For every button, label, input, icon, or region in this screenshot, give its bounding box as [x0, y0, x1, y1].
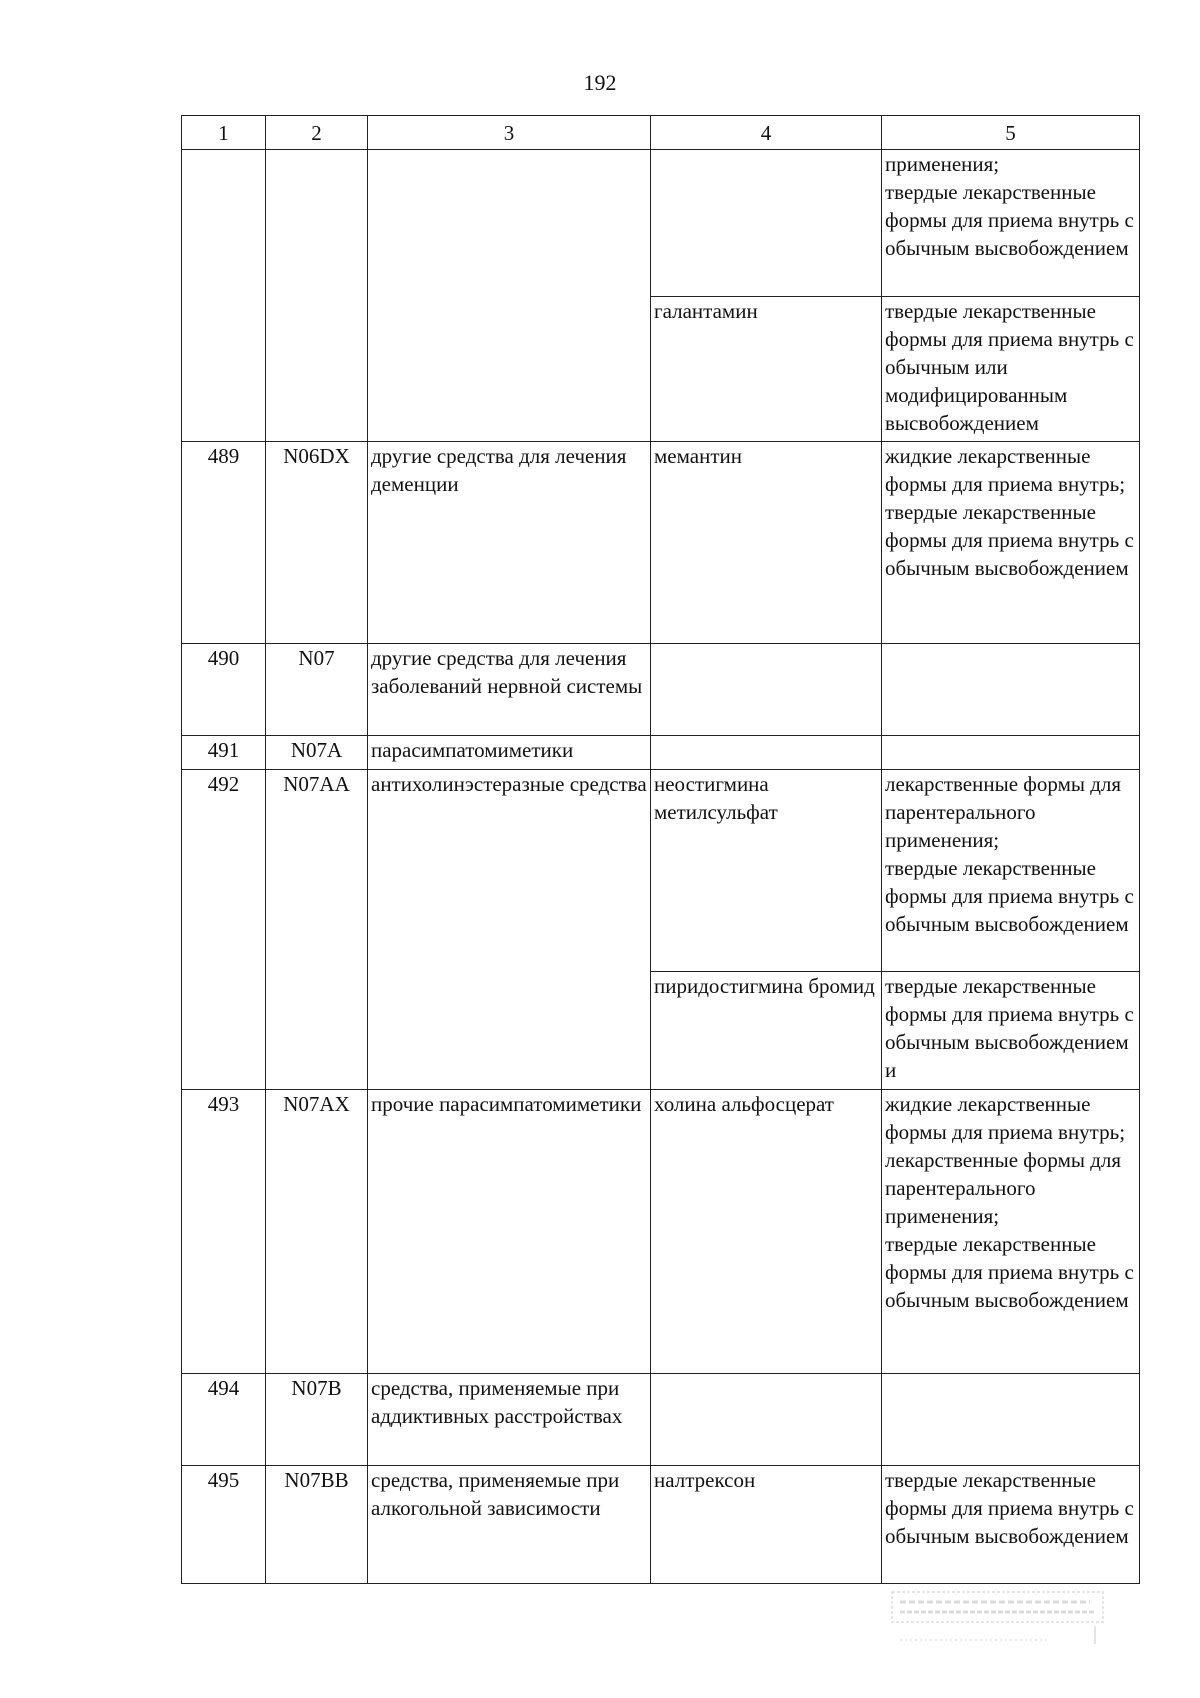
- header-col-3: 3: [368, 116, 651, 150]
- cell-num: 493: [182, 1090, 266, 1374]
- cell-num: 490: [182, 644, 266, 736]
- cell-form: [882, 644, 1140, 736]
- table-row: [182, 736, 1140, 770]
- table-row: [182, 1466, 1140, 1584]
- table-row: [182, 644, 1140, 736]
- cell-form: твердые лекарственные формы для приема внутрь с обычным или модифицированным высвобождением: [882, 297, 1140, 442]
- cell-code: [266, 150, 368, 442]
- header-col-2: 2: [266, 116, 368, 150]
- cell-group: антихолинэстеразные средства: [368, 770, 651, 1090]
- cell-drug: [651, 150, 882, 297]
- cell-code: N07A: [266, 736, 368, 770]
- cell-code: N07AA: [266, 770, 368, 1090]
- table-row: [182, 150, 1140, 297]
- table-row: [182, 770, 1140, 972]
- faint-stamp: [890, 1590, 1105, 1650]
- cell-form: твердые лекарственные формы для приема внутрь с обычным высвобождением и: [882, 972, 1140, 1090]
- page-number: 192: [583, 70, 617, 95]
- cell-form: лекарственные формы для парентерального применения; твердые лекарственные формы для приема внутрь с обычным высвобождением: [882, 770, 1140, 972]
- cell-group: прочие парасимпатомиметики: [368, 1090, 651, 1374]
- table-row: [182, 1090, 1140, 1374]
- cell-code: N06DX: [266, 442, 368, 644]
- cell-num: [182, 150, 266, 442]
- cell-drug: налтрексон: [651, 1466, 882, 1584]
- table-row: [182, 1374, 1140, 1466]
- cell-group: другие средства для лечения заболеваний нервной системы: [368, 644, 651, 736]
- header-col-4: 4: [651, 116, 882, 150]
- table-header-row: [182, 116, 1140, 150]
- cell-code: N07AX: [266, 1090, 368, 1374]
- cell-group: средства, применяемые при алкогольной зависимости: [368, 1466, 651, 1584]
- cell-num: 494: [182, 1374, 266, 1466]
- cell-form: жидкие лекарственные формы для приема внутрь; твердые лекарственные формы для приема внутрь с обычным высвобождением: [882, 442, 1140, 644]
- cell-form: [882, 1374, 1140, 1466]
- cell-code: N07B: [266, 1374, 368, 1466]
- cell-group: парасимпатомиметики: [368, 736, 651, 770]
- cell-num: 489: [182, 442, 266, 644]
- cell-num: 492: [182, 770, 266, 1090]
- drug-table: [181, 115, 1140, 1584]
- table-row: [182, 442, 1140, 644]
- cell-group: средства, применяемые при аддиктивных расстройствах: [368, 1374, 651, 1466]
- cell-drug: холина альфосцерат: [651, 1090, 882, 1374]
- cell-drug: неостигмина метилсульфат: [651, 770, 882, 972]
- cell-form: [882, 736, 1140, 770]
- cell-drug: [651, 1374, 882, 1466]
- header-col-1: 1: [182, 116, 266, 150]
- cell-drug: галантамин: [651, 297, 882, 442]
- cell-num: 491: [182, 736, 266, 770]
- cell-code: N07BB: [266, 1466, 368, 1584]
- cell-drug: [651, 736, 882, 770]
- cell-drug: мемантин: [651, 442, 882, 644]
- cell-group: другие средства для лечения деменции: [368, 442, 651, 644]
- cell-form: применения; твердые лекарственные формы для приема внутрь с обычным высвобождением: [882, 150, 1140, 297]
- cell-num: 495: [182, 1466, 266, 1584]
- cell-drug: [651, 644, 882, 736]
- cell-drug: пиридостигмина бромид: [651, 972, 882, 1090]
- cell-code: N07: [266, 644, 368, 736]
- cell-form: твердые лекарственные формы для приема внутрь с обычным высвобождением: [882, 1466, 1140, 1584]
- cell-group: [368, 150, 651, 442]
- header-col-5: 5: [882, 116, 1140, 150]
- cell-form: жидкие лекарственные формы для приема внутрь; лекарственные формы для парентерального применения; твердые лекарственные формы для приема внутрь с обычным высвобождением: [882, 1090, 1140, 1374]
